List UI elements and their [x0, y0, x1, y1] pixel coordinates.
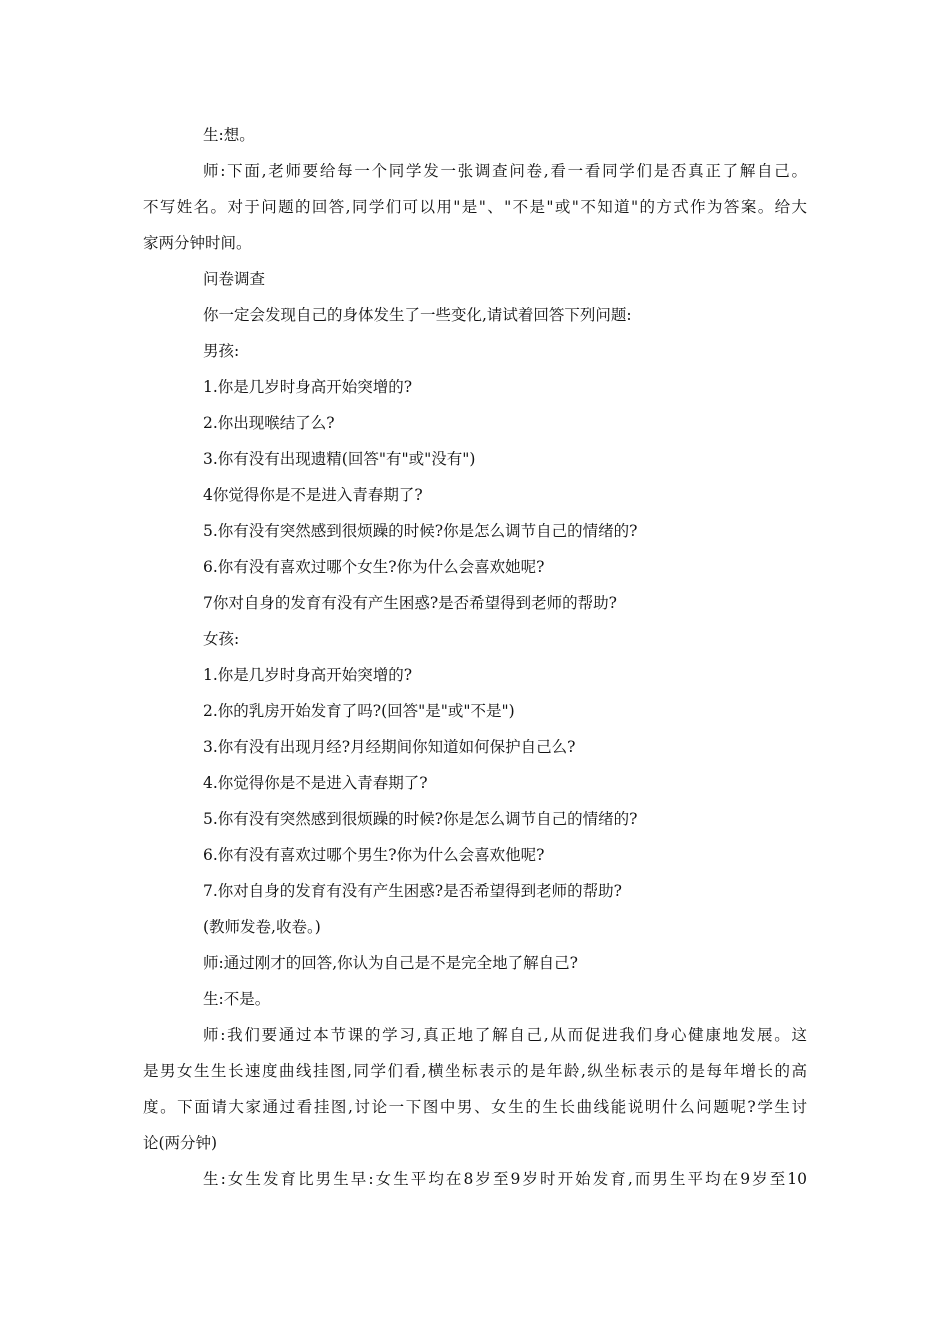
text-line: 4.你觉得你是不是进入青春期了?	[203, 774, 428, 792]
text-line: 3.你有没有出现遗精(回答"有"或"没有")	[203, 450, 476, 468]
text-line: 生:想。	[203, 126, 255, 144]
text-line: 是男女生生长速度曲线挂图,同学们看,横坐标表示的是年龄,纵坐标表示的是每年增长的高	[143, 1062, 807, 1080]
text-line: 你一定会发现自己的身体发生了一些变化,请试着回答下列问题:	[203, 306, 632, 324]
text-line: (教师发卷,收卷。)	[203, 918, 321, 936]
text-line: 师:通过刚才的回答,你认为自己是不是完全地了解自己?	[203, 954, 578, 972]
text-line: 6.你有没有喜欢过哪个女生?你为什么会喜欢她呢?	[203, 558, 545, 576]
text-line: 5.你有没有突然感到很烦躁的时候?你是怎么调节自己的情绪的?	[203, 522, 638, 540]
text-line: 师:我们要通过本节课的学习,真正地了解自己,从而促进我们身心健康地发展。这	[203, 1026, 807, 1044]
text-line: 度。下面请大家通过看挂图,讨论一下图中男、女生的生长曲线能说明什么问题呢?学生讨	[143, 1098, 807, 1116]
text-line: 论(两分钟)	[143, 1134, 218, 1152]
text-line: 4你觉得你是不是进入青春期了?	[203, 486, 423, 504]
text-line: 7.你对自身的发育有没有产生困惑?是否希望得到老师的帮助?	[203, 882, 622, 900]
text-line: 生:女生发育比男生早:女生平均在8岁至9岁时开始发育,而男生平均在9岁至10	[203, 1170, 807, 1188]
text-line: 5.你有没有突然感到很烦躁的时候?你是怎么调节自己的情绪的?	[203, 810, 638, 828]
text-line: 1.你是几岁时身高开始突增的?	[203, 378, 413, 396]
text-line: 1.你是几岁时身高开始突增的?	[203, 666, 413, 684]
text-line: 6.你有没有喜欢过哪个男生?你为什么会喜欢他呢?	[203, 846, 545, 864]
text-line: 家两分钟时间。	[143, 234, 252, 252]
text-line: 男孩:	[203, 342, 240, 360]
text-line: 2.你出现喉结了么?	[203, 414, 335, 432]
text-line: 生:不是。	[203, 990, 271, 1008]
text-line: 2.你的乳房开始发育了吗?(回答"是"或"不是")	[203, 702, 515, 720]
text-line: 3.你有没有出现月经?月经期间你知道如何保护自己么?	[203, 738, 576, 756]
text-line: 问卷调查	[203, 270, 266, 288]
document-page	[143, 126, 807, 1206]
text-line: 不写姓名。对于问题的回答,同学们可以用"是"、"不是"或"不知道"的方式作为答案。给大	[143, 198, 807, 216]
text-line: 师:下面,老师要给每一个同学发一张调查问卷,看一看同学们是否真正了解自己。	[203, 162, 807, 180]
text-line: 7你对自身的发育有没有产生困惑?是否希望得到老师的帮助?	[203, 594, 617, 612]
text-line: 女孩:	[203, 630, 240, 648]
